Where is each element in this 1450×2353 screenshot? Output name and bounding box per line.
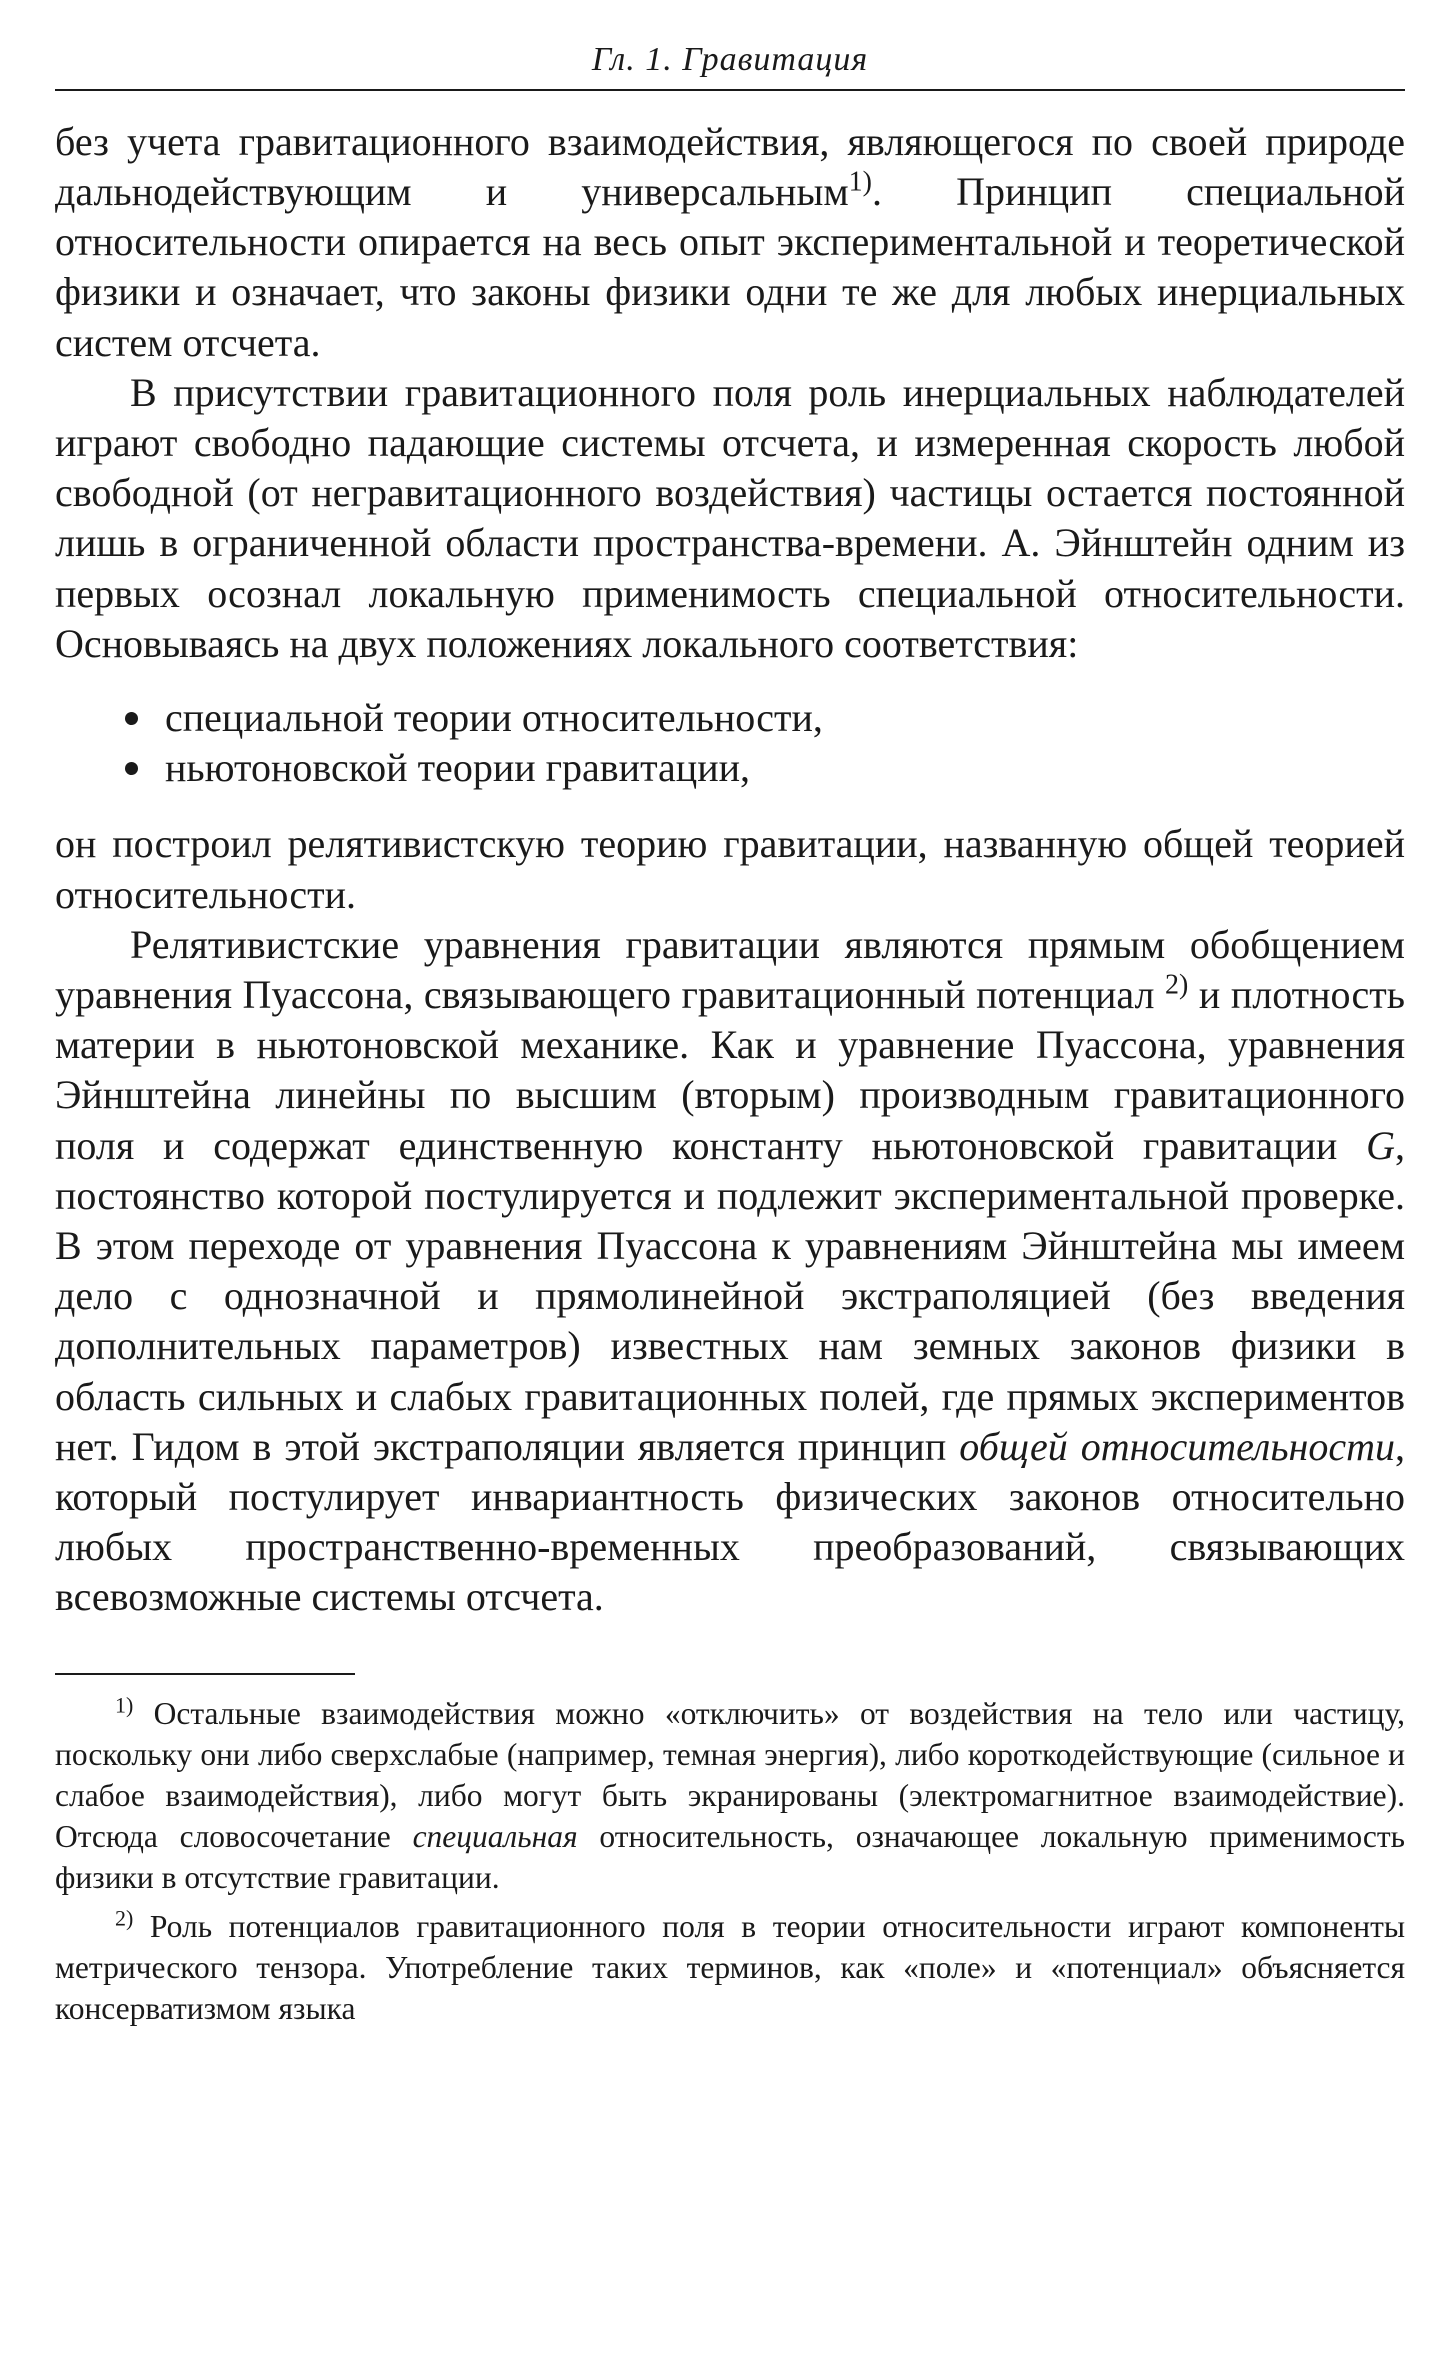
footnote-1-mark: 1) xyxy=(115,1692,134,1718)
footnote-2-mark: 2) xyxy=(115,1905,134,1931)
paragraph-4-text-c: , постоянство которой постулируется и подлежит экспериментальной проверке. В этом переходе от уравнения Пуассона к уравнениям Эйнштейна мы имеем дело с однозначной и прямолинейной экстраполяцией (без введения дополнительных параметров) известных нам земных законов физики в область сильных и слабых гравитационных полей, где прямых экспериментов нет. Гидом в этой экстраполяции является принцип xyxy=(55,1122,1405,1469)
page xyxy=(55,40,1405,2037)
running-head: Гл. 1. Гравитация xyxy=(55,40,1405,91)
footnote-1 xyxy=(55,1693,1405,1898)
paragraph-4 xyxy=(55,920,1405,1623)
paragraph-3: он построил релятивистскую теорию гравитации, названную общей теорией относительности. xyxy=(55,821,1405,917)
emphasis-general-relativity: общей относительности xyxy=(959,1423,1396,1469)
footnote-divider xyxy=(55,1673,355,1675)
bullet-item xyxy=(125,693,1405,743)
footnote-2 xyxy=(55,1906,1405,2029)
footnote-1-text-a: Остальные взаимодействия можно «отключить» от воздействия на тело или частицу, поскольку они либо сверхслабые (например, темная энергия), либо короткодействующие (сильное и слабое взаимодействия), либо могут быть экранированы (электромагнитное взаимодействие). Отсюда словосочетание xyxy=(55,1695,1405,1854)
paragraph-1 xyxy=(55,117,1405,368)
bullet-text: специальной теории относительности, xyxy=(165,695,823,741)
footnote-ref-1[interactable]: 1) xyxy=(848,166,872,198)
constant-g: G xyxy=(1366,1122,1395,1168)
paragraph-1-tail: . Принцип специальной относительности опирается на весь опыт экспериментальной и теоретической физики и означает, что законы физики одни те же для любых инерциальных систем отсчета. xyxy=(55,169,1405,365)
bullet-icon xyxy=(125,762,138,775)
bullet-icon xyxy=(125,712,138,725)
paragraph-4-text-a: Релятивистские уравнения гравитации являются прямым обобщением уравнения Пуассона, связывающего гравитационный потенциал xyxy=(55,921,1405,1018)
bullet-list xyxy=(55,693,1405,793)
bullet-item xyxy=(125,743,1405,793)
footnote-1-emphasis: специальная xyxy=(412,1818,578,1854)
bullet-text: ньютоновской теории гравитации, xyxy=(165,745,751,791)
paragraph-1-text: без учета гравитационного взаимодействия, являющегося по своей природе дальнодействующим и универсальным xyxy=(55,118,1405,214)
footnote-1-text-b: относительность, означающее локальную применимость физики в отсутствие гравитации. xyxy=(55,1818,1406,1895)
paragraph-2: В присутствии гравитационного поля роль инерциальных наблюдателей играют свободно падающие системы отсчета, и измеренная скорость любой свободной (от негравитационного воздействия) частицы остается постоянной лишь в ограниченной области пространства-времени. А. Эйнштейн одним из первых осознал локальную применимость специальной относительности. Основываясь на двух положениях локального соответствия: xyxy=(55,369,1405,666)
paragraph-4-text-b: и плотность материи в ньютоновской механике. Как и уравнение Пуассона, уравнения Эйнштейна линейны по высшим (вторым) производным гравитационного поля и содержат единственную константу ньютоновской гравитации xyxy=(55,972,1406,1168)
footnote-ref-2[interactable]: 2) xyxy=(1165,969,1189,1001)
footnote-2-text: Роль потенциалов гравитационного поля в теории относительности играют компоненты метрического тензора. Употребление таких терминов, как «поле» и «потенциал» объясняется консерватизмом языка xyxy=(55,1908,1405,2026)
paragraph-4-text-d: , который постулирует инвариантность физических законов относительно любых пространственно-временных преобразований, связывающих всевозможные системы отсчета. xyxy=(55,1423,1406,1620)
